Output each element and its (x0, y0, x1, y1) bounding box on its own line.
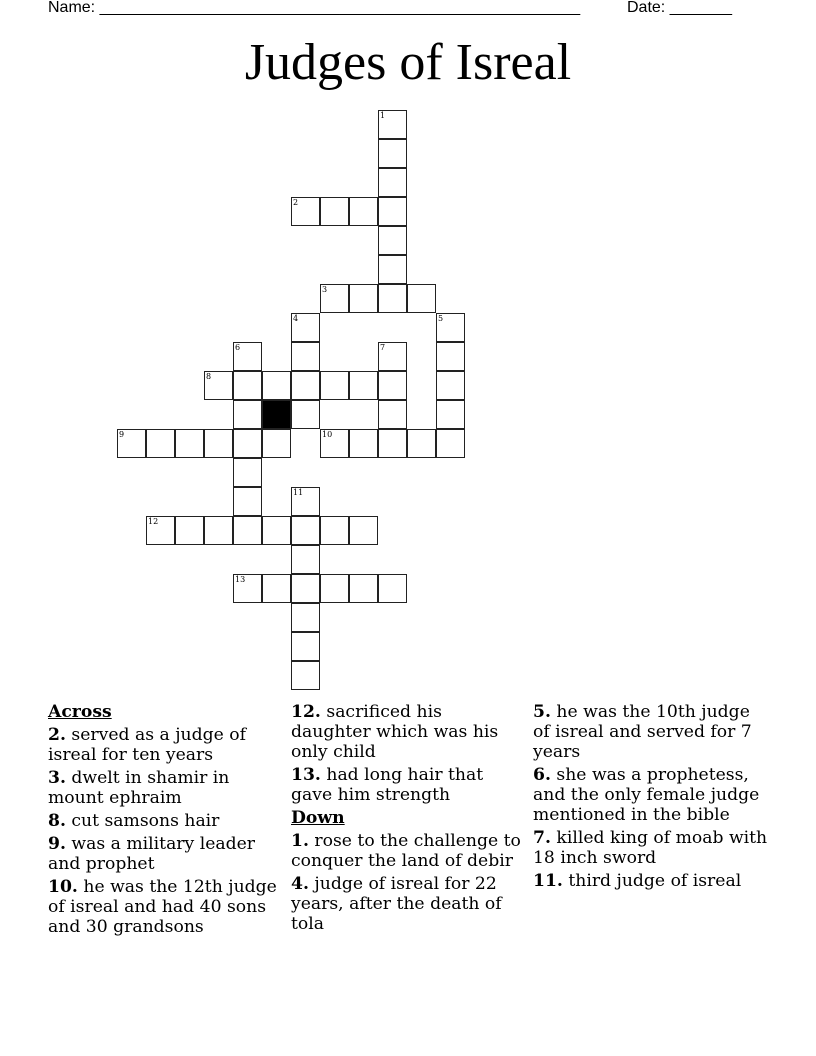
grid-cell[interactable] (262, 429, 291, 458)
clue-number: 3 (322, 285, 328, 294)
date-field[interactable]: Date: _______ (627, 0, 732, 16)
grid-cell[interactable] (320, 429, 349, 458)
grid-cell[interactable] (378, 255, 407, 284)
grid-cell[interactable] (349, 429, 378, 458)
grid-cell[interactable] (262, 574, 291, 603)
clues-column-3 (533, 702, 769, 894)
grid-cell[interactable] (233, 400, 262, 429)
clue-down-4: 4. judge of isreal for 22 years, after the death of tola (291, 874, 502, 934)
clue-down-5: 5. he was the 10th judge of isreal and served for 7 years (533, 702, 752, 762)
grid-cell[interactable] (378, 284, 407, 313)
clue-number: 9 (119, 430, 125, 439)
grid-cell[interactable] (233, 516, 262, 545)
grid-cell[interactable] (436, 342, 465, 371)
clue-number: 1 (380, 111, 386, 120)
clue-number: 11 (293, 488, 304, 497)
grid-cell[interactable] (378, 168, 407, 197)
grid-cell[interactable] (320, 516, 349, 545)
clue-number: 13 (235, 575, 246, 584)
grid-cell[interactable] (378, 400, 407, 429)
grid-cell[interactable] (175, 429, 204, 458)
grid-cell[interactable] (146, 429, 175, 458)
clue-down-7: 7. killed king of moab with 18 inch sword (533, 828, 768, 868)
grid-cell[interactable] (291, 342, 320, 371)
clue-across-12: 12. sacrificed his daughter which was his only child (291, 702, 499, 762)
clue-across-2: 2. served as a judge of isreal for ten years (48, 725, 246, 765)
grid-cell[interactable] (204, 429, 233, 458)
clue-down-1: 1. rose to the challenge to conquer the land of debir (291, 831, 521, 871)
grid-cell[interactable] (291, 487, 320, 516)
grid-cell[interactable] (233, 487, 262, 516)
grid-cell[interactable] (233, 429, 262, 458)
clues-column-2 (291, 702, 527, 937)
grid-cell[interactable] (204, 371, 233, 400)
grid-cell[interactable] (436, 429, 465, 458)
grid-cell[interactable] (291, 661, 320, 690)
clue-across-13: 13. had long hair that gave him strength (291, 765, 484, 805)
grid-cell[interactable] (291, 400, 320, 429)
clue-down-11: 11. third judge of isreal (533, 871, 742, 891)
clues-column-1 (48, 702, 284, 940)
grid-cell[interactable] (320, 371, 349, 400)
clue-across-9: 9. was a military leader and prophet (48, 834, 256, 874)
grid-cell[interactable] (204, 516, 233, 545)
grid-cell[interactable] (378, 139, 407, 168)
grid-cell[interactable] (233, 458, 262, 487)
grid-cell[interactable] (291, 545, 320, 574)
grid-cell[interactable] (291, 632, 320, 661)
grid-cell[interactable] (233, 574, 262, 603)
grid-cell[interactable] (349, 574, 378, 603)
grid-cell[interactable] (262, 371, 291, 400)
grid-cell[interactable] (378, 197, 407, 226)
grid-cell[interactable] (320, 574, 349, 603)
down-heading: Down (291, 808, 345, 828)
clue-number: 10 (322, 430, 333, 439)
grid-cell[interactable] (349, 284, 378, 313)
across-heading: Across (48, 702, 112, 722)
grid-cell[interactable] (407, 284, 436, 313)
clue-across-10: 10. he was the 12th judge of isreal and had 40 sons and 30 grandsons (48, 877, 277, 937)
grid-cell[interactable] (407, 429, 436, 458)
grid-cell[interactable] (291, 574, 320, 603)
clue-number: 2 (293, 198, 299, 207)
grid-cell[interactable] (378, 371, 407, 400)
grid-cell[interactable] (291, 603, 320, 632)
grid-cell[interactable] (291, 313, 320, 342)
grid-cell[interactable] (291, 197, 320, 226)
grid-cell[interactable] (117, 429, 146, 458)
grid-cell[interactable] (436, 313, 465, 342)
clue-number: 6 (235, 343, 241, 352)
grid-cell[interactable] (436, 371, 465, 400)
grid-cell[interactable] (175, 516, 204, 545)
grid-cell[interactable] (349, 371, 378, 400)
page-title: Judges of Isreal (244, 34, 572, 91)
grid-cell[interactable] (436, 400, 465, 429)
clue-number: 12 (148, 517, 159, 526)
black-cell (262, 400, 291, 429)
grid-cell[interactable] (378, 226, 407, 255)
clue-across-3: 3. dwelt in shamir in mount ephraim (48, 768, 230, 808)
grid-cell[interactable] (349, 516, 378, 545)
clue-number: 5 (438, 314, 444, 323)
grid-cell[interactable] (291, 516, 320, 545)
grid-cell[interactable] (233, 342, 262, 371)
grid-cell[interactable] (378, 342, 407, 371)
grid-cell[interactable] (378, 110, 407, 139)
grid-cell[interactable] (291, 371, 320, 400)
clue-number: 8 (206, 372, 212, 381)
clue-across-8: 8. cut samsons hair (48, 811, 220, 831)
clue-number: 4 (293, 314, 299, 323)
grid-cell[interactable] (262, 516, 291, 545)
grid-cell[interactable] (233, 371, 262, 400)
grid-cell[interactable] (320, 284, 349, 313)
name-field[interactable]: Name: ______________________________________________________ (48, 0, 581, 16)
clue-number: 7 (380, 343, 386, 352)
grid-cell[interactable] (320, 197, 349, 226)
grid-cell[interactable] (378, 574, 407, 603)
grid-cell[interactable] (378, 429, 407, 458)
grid-cell[interactable] (146, 516, 175, 545)
grid-cell[interactable] (349, 197, 378, 226)
clue-down-6: 6. she was a prophetess, and the only female judge mentioned in the bible (533, 765, 760, 825)
